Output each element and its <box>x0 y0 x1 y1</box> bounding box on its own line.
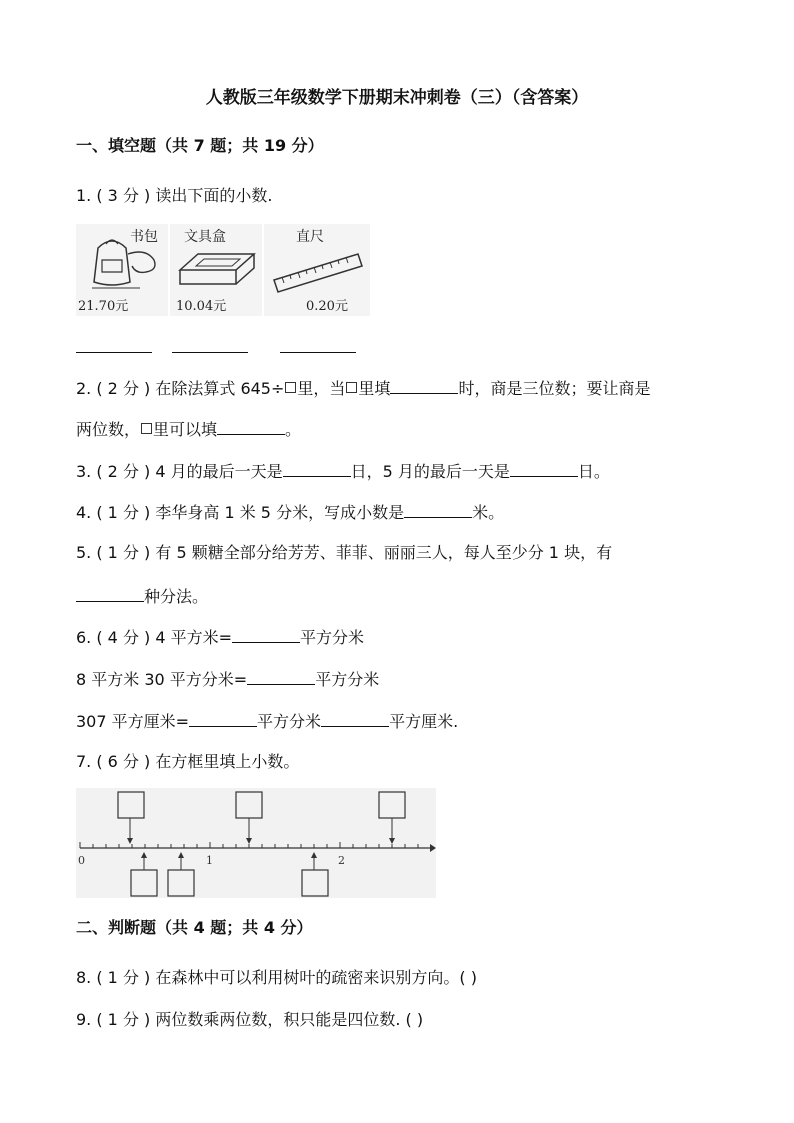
answer-blank[interactable] <box>510 460 578 477</box>
page-title: 人教版三年级数学下册期末冲刺卷（三）（含答案） <box>205 88 589 108</box>
item-label: 直尺 <box>296 229 324 245</box>
answer-blank[interactable] <box>280 352 356 353</box>
item-price: 0.20元 <box>306 299 348 314</box>
number-line-figure <box>76 788 436 898</box>
item-price: 21.70元 <box>78 299 129 314</box>
answer-blank[interactable] <box>404 501 472 518</box>
question-1: 1. ( 3 分 ) 读出下面的小数. <box>76 186 273 205</box>
question-9: 9. ( 1 分 ) 两位数乘两位数，积只能是四位数. ( ) <box>76 1010 424 1029</box>
pencil-case-icon <box>174 248 260 294</box>
question-3: 3. ( 2 分 ) 4 月的最后一天是 日，5 月的最后一天是 日。 <box>76 462 610 481</box>
answer-blank[interactable] <box>283 460 351 477</box>
question-4: 4. ( 1 分 ) 李华身高 1 米 5 分米，写成小数是 米。 <box>76 503 505 522</box>
answer-blank[interactable] <box>76 585 144 602</box>
question-8: 8. ( 1 分 ) 在森林中可以利用树叶的疏密来识别方向。( ) <box>76 968 477 987</box>
answer-blank[interactable] <box>217 418 285 435</box>
answer-box-top-1 <box>118 792 144 818</box>
question-7: 7. ( 6 分 ) 在方框里填上小数。 <box>76 752 300 771</box>
ruler-icon <box>270 250 366 296</box>
box-symbol <box>346 382 357 393</box>
question-2-line-1: 2. ( 2 分 ) 在除法算式 645÷ 里，当 里填 时，商是三位数；要让商是 <box>76 379 651 398</box>
question-6-line-2: 8 平方米 30 平方分米= 平方分米 <box>76 670 380 689</box>
tick-label-2: 2 <box>338 854 345 867</box>
box-symbol <box>141 423 152 434</box>
answer-box-top-3 <box>379 792 405 818</box>
tick-label-1: 1 <box>206 854 213 867</box>
answer-blank[interactable] <box>189 710 257 727</box>
question-2-line-2: 两位数， 里可以填 。 <box>76 420 302 439</box>
answer-box-bottom-2 <box>168 870 194 896</box>
question-6-line-3: 307 平方厘米= 平方分米 平方厘米. <box>76 712 459 731</box>
section-2-heading: 二、判断题（共 4 题；共 4 分） <box>76 918 313 937</box>
answer-box-top-2 <box>236 792 262 818</box>
item-price-figure <box>76 224 370 316</box>
item-label: 文具盒 <box>184 229 226 245</box>
answer-blank[interactable] <box>172 352 248 353</box>
number-line-svg <box>76 788 436 898</box>
box-symbol <box>285 382 296 393</box>
pencil-case-panel <box>170 224 262 316</box>
ruler-panel <box>264 224 370 316</box>
answer-blank[interactable] <box>390 377 458 394</box>
answer-blanks-q1 <box>76 352 376 354</box>
answer-box-bottom-1 <box>131 870 157 896</box>
section-1-heading: 一、填空题（共 7 题；共 19 分） <box>76 136 324 155</box>
answer-blank[interactable] <box>76 352 152 353</box>
question-5-line-1: 5. ( 1 分 ) 有 5 颗糖全部分给芳芳、菲菲、丽丽三人，每人至少分 1 块，有 <box>76 543 613 562</box>
item-label: 书包 <box>130 229 158 245</box>
answer-box-bottom-3 <box>302 870 328 896</box>
backpack-panel <box>76 224 168 316</box>
answer-blank[interactable] <box>247 668 315 685</box>
item-price: 10.04元 <box>176 299 227 314</box>
question-5-line-2: 种分法。 <box>76 585 208 608</box>
question-6-line-1: 6. ( 4 分 ) 4 平方米= 平方分米 <box>76 628 365 647</box>
answer-blank[interactable] <box>321 710 389 727</box>
backpack-icon <box>80 230 166 294</box>
answer-blank[interactable] <box>232 626 300 643</box>
tick-label-0: 0 <box>78 854 85 867</box>
